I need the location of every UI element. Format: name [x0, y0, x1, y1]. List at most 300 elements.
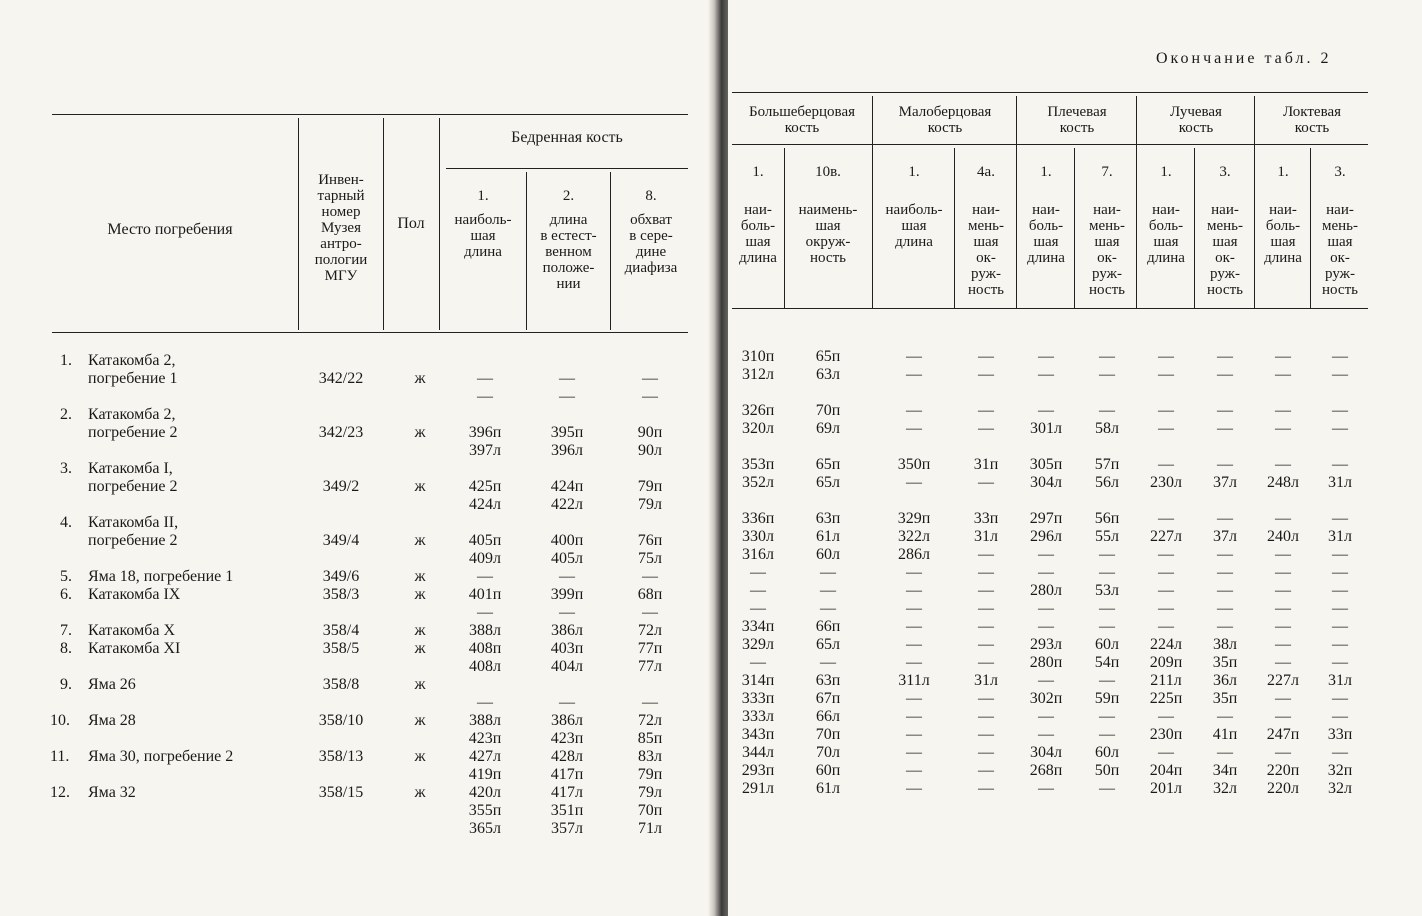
right-value: — — [978, 654, 994, 671]
right-group-header: Большеберцовая кость — [748, 104, 855, 136]
femur-value: 76п — [637, 532, 663, 549]
right-value: — — [1332, 510, 1348, 527]
femur-value: 77п — [637, 640, 663, 657]
right-value: — — [1038, 618, 1054, 635]
right-value: — — [906, 348, 922, 365]
right-value: 312л — [742, 366, 774, 383]
right-value: 291л — [742, 780, 774, 797]
right-value: 204п — [1149, 762, 1183, 779]
right-value: — — [978, 402, 994, 419]
column-divider — [1254, 96, 1255, 308]
right-value: 350п — [897, 456, 931, 473]
right-value: — — [1038, 402, 1054, 419]
right-col-header: наи- боль- шая длина — [739, 202, 777, 266]
right-value: — — [906, 474, 922, 491]
femur-value: 423п — [550, 730, 584, 747]
right-value: — — [1099, 402, 1115, 419]
row-sex: ж — [414, 622, 426, 639]
femur-value: 396п — [468, 424, 502, 441]
right-header-bottom-rule — [732, 308, 1368, 309]
right-value: 61л — [816, 528, 840, 545]
right-value: — — [1275, 690, 1291, 707]
right-value: 301л — [1030, 420, 1062, 437]
right-col-header: наи- боль- шая длина — [1264, 202, 1302, 266]
right-col-number: 1. — [1040, 164, 1052, 180]
row-place: Катакомба 2, — [88, 352, 176, 369]
right-value: 59п — [1094, 690, 1120, 707]
right-col-header: наиболь- шая длина — [885, 202, 943, 250]
femur-value: 423п — [468, 730, 502, 747]
row-sex: ж — [414, 478, 426, 495]
femur-value: — — [642, 604, 658, 621]
femur-value: 365л — [469, 820, 501, 837]
right-value: — — [978, 708, 994, 725]
row-place: погребение 2 — [88, 424, 178, 441]
right-value: — — [906, 654, 922, 671]
femur-value: 422л — [551, 496, 583, 513]
right-value: 31л — [1328, 672, 1352, 689]
femur-value: — — [477, 388, 493, 405]
row-sex: ж — [414, 784, 426, 801]
right-value: 69л — [816, 420, 840, 437]
right-value: — — [906, 402, 922, 419]
femur-value: 90п — [637, 424, 663, 441]
right-value: 311л — [898, 672, 930, 689]
femur-value: 351п — [550, 802, 584, 819]
right-value: — — [906, 708, 922, 725]
right-value: — — [1275, 510, 1291, 527]
right-value: 230п — [1149, 726, 1183, 743]
femur-value: — — [477, 370, 493, 387]
right-value: 352л — [742, 474, 774, 491]
right-col-header: наи- мень- шая ок- руж- ность — [1206, 202, 1243, 298]
right-value: — — [1158, 600, 1174, 617]
right-value: 55л — [1095, 528, 1119, 545]
row-place: Яма 30, погребение 2 — [88, 748, 234, 765]
right-value: — — [978, 762, 994, 779]
right-value: 329п — [897, 510, 931, 527]
right-value: 65п — [815, 456, 841, 473]
femur-value: 403п — [550, 640, 584, 657]
column-divider — [784, 148, 785, 308]
right-col-number: 3. — [1334, 164, 1346, 180]
right-value: 37л — [1213, 528, 1237, 545]
right-value: — — [978, 420, 994, 437]
right-value: 280п — [1029, 654, 1063, 671]
right-value: — — [1217, 744, 1233, 761]
right-value: 297п — [1029, 510, 1063, 527]
right-value: — — [1275, 402, 1291, 419]
right-value: — — [1332, 420, 1348, 437]
right-value: — — [1158, 420, 1174, 437]
femur-value: — — [559, 604, 575, 621]
right-value: 224л — [1150, 636, 1182, 653]
row-sex: ж — [414, 748, 426, 765]
header-place: Место погребения — [107, 221, 233, 238]
row-place: Яма 18, погребение 1 — [88, 568, 234, 585]
column-divider — [1310, 148, 1311, 308]
row-place: Катакомба IX — [88, 586, 181, 603]
right-value: 53л — [1095, 582, 1119, 599]
right-value: — — [1332, 564, 1348, 581]
row-place: Катакомба I, — [88, 460, 173, 477]
right-value: — — [906, 366, 922, 383]
right-value: — — [1099, 618, 1115, 635]
right-value: 31п — [973, 456, 999, 473]
row-place: Яма 28 — [88, 712, 136, 729]
table-top-rule — [52, 114, 688, 115]
right-value: 60л — [816, 546, 840, 563]
right-value: — — [1158, 510, 1174, 527]
right-value: — — [978, 348, 994, 365]
right-value: — — [1332, 618, 1348, 635]
femur-value: 388л — [469, 622, 501, 639]
right-col-number: 4а. — [977, 164, 995, 180]
right-value: 56п — [1094, 510, 1120, 527]
femur-value: 409л — [469, 550, 501, 567]
right-value: — — [1332, 348, 1348, 365]
row-inventory: 358/5 — [322, 640, 360, 657]
right-value: 65п — [815, 348, 841, 365]
right-group-header: Малоберцовая кость — [898, 104, 992, 136]
femur-value: 408п — [468, 640, 502, 657]
right-value: — — [1217, 582, 1233, 599]
right-value: — — [1332, 600, 1348, 617]
right-value: — — [906, 618, 922, 635]
right-value: 38л — [1213, 636, 1237, 653]
femur-value: 395п — [550, 424, 584, 441]
right-value: — — [1217, 618, 1233, 635]
right-value: — — [1332, 546, 1348, 563]
right-value: 304л — [1030, 744, 1062, 761]
femur-value: 396л — [551, 442, 583, 459]
right-value: — — [1099, 600, 1115, 617]
right-value: 31л — [974, 528, 998, 545]
right-value: — — [978, 474, 994, 491]
right-value: — — [906, 564, 922, 581]
right-value: 220п — [1266, 762, 1300, 779]
right-value: — — [1275, 456, 1291, 473]
right-value: — — [978, 600, 994, 617]
row-place: Катакомба X — [88, 622, 176, 639]
femur-value: 357л — [551, 820, 583, 837]
femur-value: 417л — [551, 784, 583, 801]
row-place: Катакомба II, — [88, 514, 179, 531]
right-value: 343п — [741, 726, 775, 743]
right-value: 60л — [1095, 744, 1119, 761]
right-value: — — [1158, 366, 1174, 383]
femur-value: — — [477, 604, 493, 621]
femur-value: 83л — [638, 748, 662, 765]
femur-value: 424л — [469, 496, 501, 513]
right-value: 70п — [815, 726, 841, 743]
femur-value: 355п — [468, 802, 502, 819]
right-value: 320л — [742, 420, 774, 437]
right-value: — — [1217, 546, 1233, 563]
right-value: — — [978, 726, 994, 743]
row-inventory: 342/23 — [318, 424, 364, 441]
right-value: — — [1099, 348, 1115, 365]
column-divider — [954, 148, 955, 308]
right-value: — — [1099, 672, 1115, 689]
right-col-header: наи- боль- шая длина — [1147, 202, 1185, 266]
right-value: 36л — [1213, 672, 1237, 689]
right-value: 240л — [1267, 528, 1299, 545]
right-value: 54п — [1094, 654, 1120, 671]
right-value: 353п — [741, 456, 775, 473]
right-value: — — [1099, 366, 1115, 383]
femur-value: 72л — [638, 622, 662, 639]
right-value: 304л — [1030, 474, 1062, 491]
header-femur-col1-text: наиболь- шая длина — [454, 212, 512, 260]
femur-value: 79л — [638, 784, 662, 801]
right-group-header: Плечевая кость — [1047, 104, 1107, 136]
femur-value: — — [477, 568, 493, 585]
right-value: — — [1217, 510, 1233, 527]
right-value: 32л — [1213, 780, 1237, 797]
right-value: — — [906, 420, 922, 437]
right-value: — — [978, 636, 994, 653]
right-value: — — [1217, 564, 1233, 581]
right-value: 33п — [973, 510, 999, 527]
row-place: погребение 2 — [88, 478, 178, 495]
row-number: 2. — [60, 406, 72, 423]
right-value: 31л — [974, 672, 998, 689]
right-value: 280л — [1030, 582, 1062, 599]
right-value: — — [1217, 366, 1233, 383]
row-number: 12. — [50, 784, 70, 801]
femur-value: 401п — [468, 586, 502, 603]
row-number: 3. — [60, 460, 72, 477]
right-value: — — [1275, 744, 1291, 761]
row-number: 1. — [60, 352, 72, 369]
femur-value: — — [642, 388, 658, 405]
right-value: 302п — [1029, 690, 1063, 707]
row-inventory: 358/13 — [318, 748, 364, 765]
right-col-number: 1. — [1277, 164, 1289, 180]
right-value: — — [1099, 708, 1115, 725]
femur-group-rule — [446, 168, 688, 169]
right-value: 322л — [898, 528, 930, 545]
row-sex: ж — [414, 712, 426, 729]
row-place: погребение 1 — [88, 370, 178, 387]
right-value: 293л — [1030, 636, 1062, 653]
right-col-number: 10в. — [815, 164, 841, 180]
header-femur-col2-num: 2. — [562, 188, 575, 204]
right-value: — — [1332, 582, 1348, 599]
right-value: — — [1332, 636, 1348, 653]
right-group-header: Лучевая кость — [1170, 104, 1222, 136]
right-value: — — [1275, 618, 1291, 635]
right-value: — — [1332, 366, 1348, 383]
femur-value: 405л — [551, 550, 583, 567]
right-value: 248л — [1267, 474, 1299, 491]
right-value: 35п — [1212, 690, 1238, 707]
right-value: — — [1275, 420, 1291, 437]
femur-value: 425п — [468, 478, 502, 495]
right-value: 60л — [1095, 636, 1119, 653]
right-value: 268п — [1029, 762, 1063, 779]
row-number: 10. — [50, 712, 70, 729]
femur-value: — — [642, 370, 658, 387]
femur-value: 386л — [551, 622, 583, 639]
right-value: 227л — [1267, 672, 1299, 689]
right-value: — — [1099, 546, 1115, 563]
row-number: 9. — [60, 676, 72, 693]
right-value: 344л — [742, 744, 774, 761]
row-sex: ж — [414, 532, 426, 549]
right-value: 56л — [1095, 474, 1119, 491]
row-inventory: 358/8 — [322, 676, 360, 693]
femur-value: 404л — [551, 658, 583, 675]
right-value: 329л — [742, 636, 774, 653]
right-value: — — [906, 690, 922, 707]
row-sex: ж — [414, 640, 426, 657]
row-inventory: 358/3 — [322, 586, 360, 603]
right-value: — — [906, 636, 922, 653]
right-page — [728, 0, 1422, 916]
right-value: — — [750, 564, 766, 581]
right-value: 65л — [816, 636, 840, 653]
femur-value: 75л — [638, 550, 662, 567]
femur-value: 85п — [637, 730, 663, 747]
right-value: — — [750, 582, 766, 599]
right-value: 37л — [1213, 474, 1237, 491]
right-value: — — [1038, 600, 1054, 617]
right-value: — — [1217, 456, 1233, 473]
row-number: 6. — [60, 586, 72, 603]
femur-value: 79п — [637, 478, 663, 495]
right-value: — — [1332, 456, 1348, 473]
femur-value: 79п — [637, 766, 663, 783]
row-number: 7. — [60, 622, 72, 639]
right-value: — — [1275, 348, 1291, 365]
right-value: — — [1217, 402, 1233, 419]
right-col-number: 1. — [1160, 164, 1172, 180]
right-value: — — [1275, 366, 1291, 383]
header-femur-col1-num: 1. — [477, 188, 489, 204]
femur-value: 424п — [550, 478, 584, 495]
column-divider — [298, 118, 299, 330]
femur-value: 408л — [469, 658, 501, 675]
column-divider — [872, 96, 873, 308]
femur-value: 399п — [550, 586, 584, 603]
right-value: — — [1038, 780, 1054, 797]
right-value: 227л — [1150, 528, 1182, 545]
femur-value: 71л — [638, 820, 662, 837]
right-col-header: наимень- шая окруж- ность — [798, 202, 858, 266]
row-place: погребение 2 — [88, 532, 178, 549]
right-value: — — [1332, 402, 1348, 419]
right-value: 60п — [815, 762, 841, 779]
right-value: — — [1158, 456, 1174, 473]
femur-value: 388л — [469, 712, 501, 729]
right-value: — — [1217, 600, 1233, 617]
table-header-bottom-rule — [52, 332, 688, 333]
right-value: — — [978, 690, 994, 707]
femur-value: 90л — [638, 442, 662, 459]
right-value: 326п — [741, 402, 775, 419]
row-number: 8. — [60, 640, 72, 657]
right-value: — — [1038, 708, 1054, 725]
column-divider — [1194, 148, 1195, 308]
table-continuation-title: Окончание табл. 2 — [1156, 50, 1332, 67]
right-value: — — [1158, 618, 1174, 635]
femur-value: — — [642, 694, 658, 711]
right-value: 293п — [741, 762, 775, 779]
right-value: 50п — [1094, 762, 1120, 779]
right-value: 32п — [1327, 762, 1353, 779]
right-value: — — [1217, 708, 1233, 725]
femur-value: — — [559, 388, 575, 405]
right-value: 65л — [816, 474, 840, 491]
femur-value: 72л — [638, 712, 662, 729]
right-value: — — [1217, 420, 1233, 437]
right-value: 225п — [1149, 690, 1183, 707]
right-value: — — [1332, 708, 1348, 725]
right-value: 316л — [742, 546, 774, 563]
femur-value: — — [559, 370, 575, 387]
femur-value: 77л — [638, 658, 662, 675]
right-value: — — [1038, 726, 1054, 743]
right-value: — — [1099, 564, 1115, 581]
femur-value: — — [559, 694, 575, 711]
row-place: Катакомба XI — [88, 640, 181, 657]
right-value: 220л — [1267, 780, 1299, 797]
right-value: — — [978, 366, 994, 383]
femur-value: 397л — [469, 442, 501, 459]
right-value: — — [906, 744, 922, 761]
right-value: 211л — [1150, 672, 1182, 689]
right-value: — — [1158, 744, 1174, 761]
right-value: — — [1158, 402, 1174, 419]
right-value: — — [1275, 654, 1291, 671]
right-value: 31л — [1328, 474, 1352, 491]
femur-value: 428л — [551, 748, 583, 765]
right-value: — — [1275, 564, 1291, 581]
row-sex: ж — [414, 676, 426, 693]
right-value: 330л — [742, 528, 774, 545]
right-value: — — [1099, 780, 1115, 797]
right-value: 33п — [1327, 726, 1353, 743]
femur-value: 405п — [468, 532, 502, 549]
femur-value: 427л — [469, 748, 501, 765]
femur-value: — — [559, 568, 575, 585]
right-value: — — [978, 546, 994, 563]
row-place: Катакомба 2, — [88, 406, 176, 423]
right-value: — — [820, 654, 836, 671]
femur-value: 419п — [468, 766, 502, 783]
right-value: 334п — [741, 618, 775, 635]
right-value: 296л — [1030, 528, 1062, 545]
right-value: — — [906, 726, 922, 743]
right-value: — — [1275, 546, 1291, 563]
right-value: 333п — [741, 690, 775, 707]
right-group-header: Локтевая кость — [1282, 104, 1342, 136]
row-inventory: 349/2 — [322, 478, 360, 495]
right-value: — — [750, 654, 766, 671]
right-value: 57п — [1094, 456, 1120, 473]
column-divider — [1074, 148, 1075, 308]
right-col-number: 1. — [908, 164, 920, 180]
right-value: — — [906, 600, 922, 617]
right-value: — — [978, 618, 994, 635]
row-sex: ж — [414, 370, 426, 387]
header-sex: Пол — [397, 215, 425, 232]
right-value: 230л — [1150, 474, 1182, 491]
femur-value: 68п — [637, 586, 663, 603]
right-value: — — [978, 744, 994, 761]
